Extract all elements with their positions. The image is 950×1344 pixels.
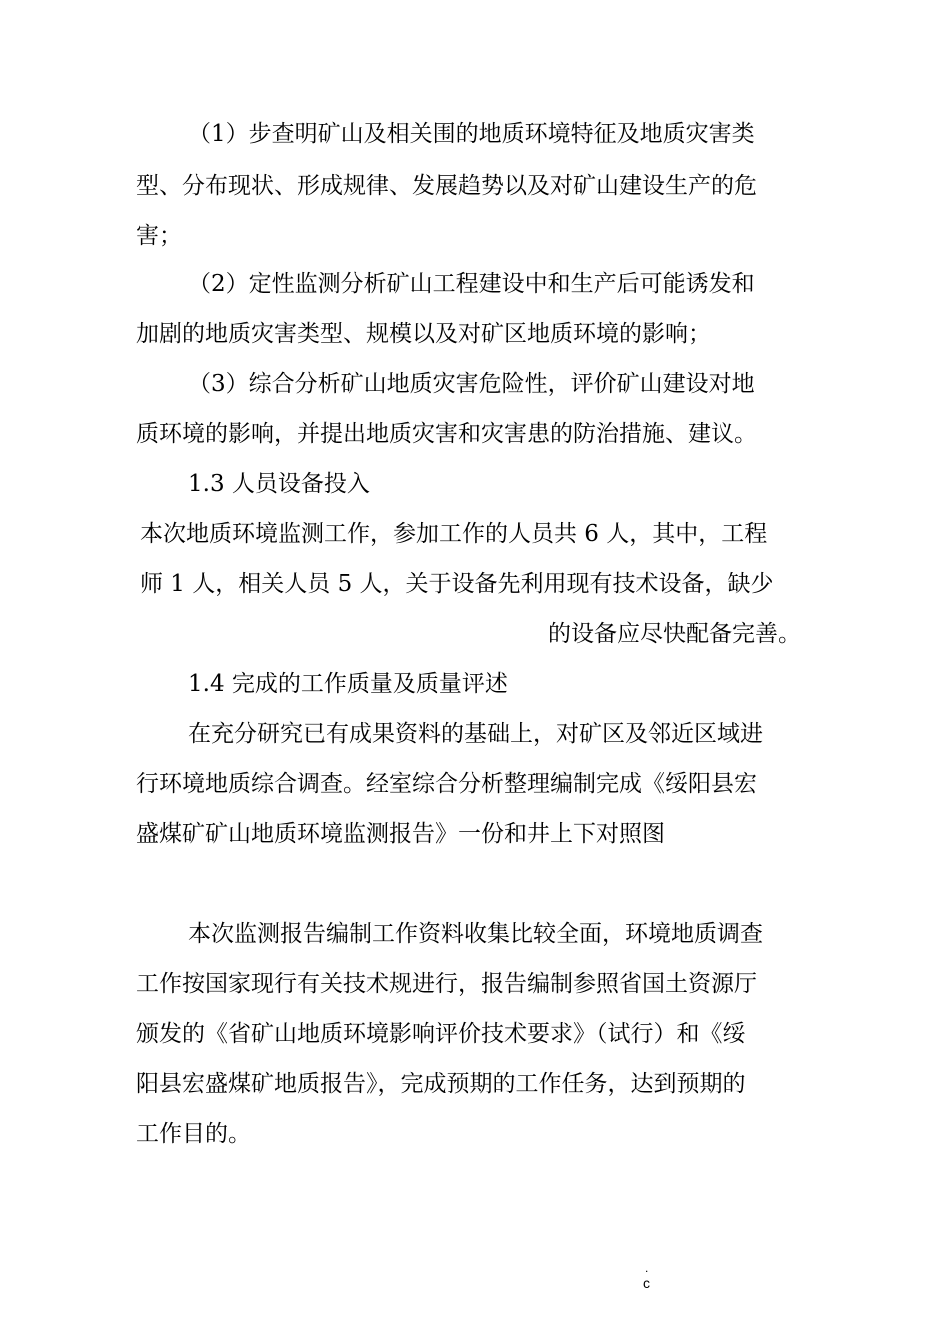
text-line: （1）步查明矿山及相关围的地质环境特征及地质灾害类 — [188, 121, 755, 147]
text-line: 在充分研究已有成果资料的基础上，对矿区及邻近区域进 — [188, 721, 763, 747]
footer-mark: c — [643, 1275, 650, 1291]
text-line: 害； — [136, 223, 182, 249]
text-line: 师 1 人，相关人员 5 人，关于设备先利用现有技术设备，缺少 — [140, 571, 774, 597]
text-line: 的设备应尽快配备完善。 — [548, 621, 801, 647]
text-line: 工作按国家现行有关技术规进行，报告编制参照省国土资源厅 — [136, 971, 757, 997]
text-line: （3）综合分析矿山地质灾害危险性，评价矿山建设对地 — [188, 371, 755, 397]
text-line: （2）定性监测分析矿山工程建设中和生产后可能诱发和 — [188, 271, 755, 297]
text-line: 加剧的地质灾害类型、规模以及对矿区地质环境的影响； — [136, 321, 711, 347]
text-line: 行环境地质综合调查。经室综合分析整理编制完成《绥阳县宏 — [136, 771, 757, 797]
text-line: 本次监测报告编制工作资料收集比较全面，环境地质调查 — [188, 921, 763, 947]
text-line: 型、分布现状、形成规律、发展趋势以及对矿山建设生产的危 — [136, 173, 757, 199]
text-line: 本次地质环境监测工作，参加工作的人员共 6 人，其中，工程 — [140, 521, 768, 547]
footer-dot: . — [645, 1261, 649, 1275]
text-line: 颁发的《省矿山地质环境影响评价技术要求》（试行）和《绥 — [136, 1021, 746, 1047]
section-heading: 1.4 完成的工作质量及质量评述 — [188, 671, 508, 697]
text-line: 工作目的。 — [136, 1121, 251, 1147]
text-line: 质环境的影响，并提出地质灾害和灾害患的防治措施、建议。 — [136, 421, 757, 447]
section-heading: 1.3 人员设备投入 — [188, 471, 370, 497]
text-line: 阳县宏盛煤矿地质报告》，完成预期的工作任务，达到预期的 — [136, 1071, 746, 1097]
text-line: 盛煤矿矿山地质环境监测报告》一份和井上下对照图 — [136, 821, 665, 847]
